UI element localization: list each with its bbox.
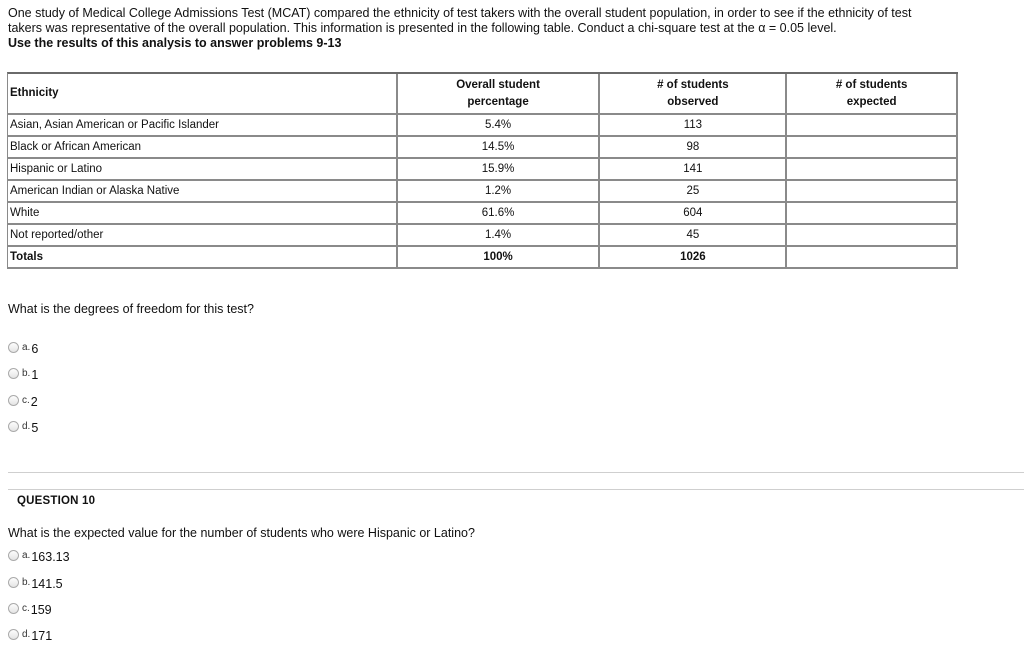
divider [8,472,1024,473]
cell-observed: 141 [600,159,787,181]
cell-observed: 25 [600,181,787,203]
option-letter: b. [22,576,31,588]
q10-option-a[interactable] [8,547,70,563]
cell-expected [787,225,958,247]
header-observed-line2: observed [667,95,719,108]
header-observed [600,74,787,115]
header-overall-line1: Overall student [456,78,540,91]
cell-observed: 45 [600,225,787,247]
cell-expected [787,115,958,137]
totals-percentage: 100% [398,247,601,269]
option-letter: a. [22,341,31,353]
radio-button[interactable] [8,421,19,432]
table-row [8,225,958,247]
option-value: 163.13 [31,550,70,564]
question-10-heading: QUESTION 10 [17,495,96,507]
option-value: 1 [31,368,39,382]
cell-percentage: 61.6% [398,203,601,225]
question-10-text: What is the expected value for the number of students who were Hispanic or Latino? [8,526,475,540]
option-value: 6 [31,342,39,356]
q10-option-d[interactable] [8,626,52,642]
cell-ethnicity: Black or African American [8,137,398,159]
cell-percentage: 15.9% [398,159,601,181]
option-value: 2 [30,395,38,409]
header-overall-line2: percentage [467,95,529,108]
header-expected [787,74,958,115]
totals-expected [787,247,958,269]
q9-option-c[interactable] [8,392,38,408]
cell-observed: 113 [600,115,787,137]
radio-button[interactable] [8,342,19,353]
cell-expected [787,159,958,181]
option-value: 159 [30,603,52,617]
cell-ethnicity: White [8,203,398,225]
intro-line-1: One study of Medical College Admissions Test (MCAT) compared the ethnicity of test takers with the overall student population, in order to see if the ethnicity of test [8,6,912,20]
cell-percentage: 5.4% [398,115,601,137]
intro-text [8,6,1008,51]
option-letter: d. [22,628,31,640]
option-letter: a. [22,549,31,561]
radio-button[interactable] [8,629,19,640]
cell-ethnicity: Hispanic or Latino [8,159,398,181]
radio-button[interactable] [8,550,19,561]
intro-line-2: takers was representative of the overall population. This information is presented in the following table. Conduct a chi-square test at the α = 0.05 level. [8,21,837,35]
ethnicity-table [7,72,958,269]
cell-observed: 98 [600,137,787,159]
cell-expected [787,203,958,225]
cell-percentage: 14.5% [398,137,601,159]
q9-option-a[interactable] [8,339,38,355]
radio-button[interactable] [8,603,19,614]
question-9-text: What is the degrees of freedom for this test? [8,302,254,316]
cell-percentage: 1.2% [398,181,601,203]
cell-expected [787,137,958,159]
cell-observed: 604 [600,203,787,225]
cell-percentage: 1.4% [398,225,601,247]
radio-button[interactable] [8,577,19,588]
table-row [8,159,958,181]
option-letter: c. [22,602,30,614]
radio-button[interactable] [8,368,19,379]
table-row [8,181,958,203]
header-observed-line1: # of students [657,78,729,91]
option-letter: b. [22,367,31,379]
q9-option-d[interactable] [8,418,38,434]
cell-ethnicity: Asian, Asian American or Pacific Islander [8,115,398,137]
q9-option-b[interactable] [8,365,38,381]
q10-option-b[interactable] [8,574,63,590]
option-letter: c. [22,394,30,406]
table-row [8,137,958,159]
header-expected-line1: # of students [835,78,908,91]
option-value: 5 [31,421,39,435]
table-header-row [8,74,958,115]
table-row [8,203,958,225]
header-overall-percentage [398,74,601,115]
totals-observed: 1026 [600,247,787,269]
option-value: 141.5 [31,577,63,591]
table-row [8,115,958,137]
header-ethnicity: Ethnicity [8,74,398,115]
totals-label: Totals [8,247,398,269]
option-letter: d. [22,420,31,432]
cell-ethnicity: American Indian or Alaska Native [8,181,398,203]
header-expected-line2: expected [846,95,897,108]
totals-row [8,247,958,269]
cell-expected [787,181,958,203]
intro-instruction: Use the results of this analysis to answer problems 9-13 [8,36,342,50]
radio-button[interactable] [8,395,19,406]
cell-ethnicity: Not reported/other [8,225,398,247]
q10-option-c[interactable] [8,600,52,616]
divider [8,489,1024,490]
option-value: 171 [31,629,53,643]
